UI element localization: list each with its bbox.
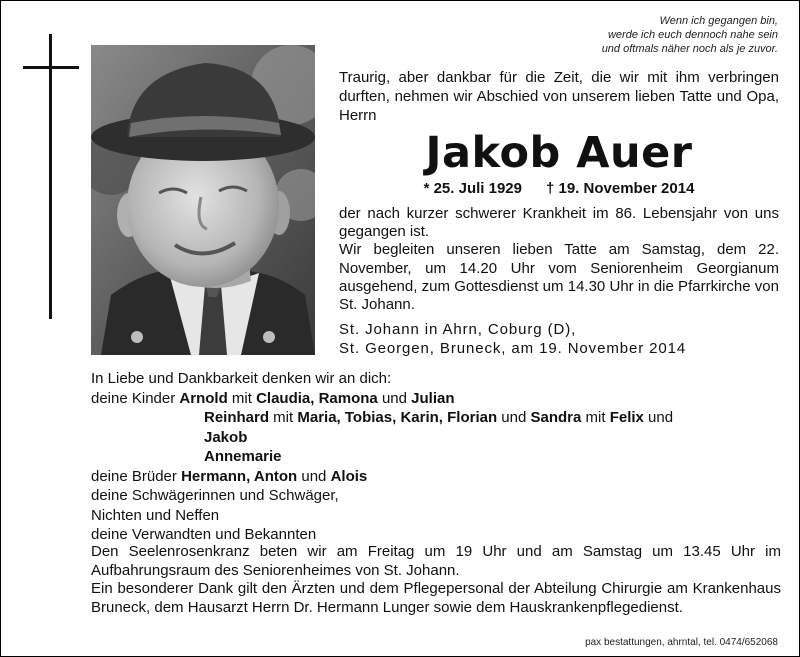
portrait-photo bbox=[91, 45, 315, 355]
children-row bbox=[91, 447, 781, 467]
notice-text bbox=[339, 205, 779, 314]
connector: mit bbox=[227, 389, 257, 407]
cross-icon bbox=[23, 34, 79, 319]
poem-line: und oftmals näher noch als je zuvor. bbox=[601, 43, 778, 55]
thanks-paragraph: Ein besonderer Dank gilt den Ärzten und dem Pflegepersonal der Abteilung Chirurgie am Krankenhaus Bruneck, dem Hausarzt Herrn Dr. Hermann Lunger sowie dem Hauskrankenpflegedienst. bbox=[91, 580, 781, 616]
connector: mit bbox=[269, 409, 298, 426]
notice-paragraph: Wir begleiten unseren lieben Tatte am Samstag, dem 22. November, um 14.20 Uhr vom Seniorenheim Georgianum ausgehend, zum Gottesdienst um 14.30 Uhr in die Pfarrkirche von St. Johann. bbox=[339, 241, 779, 314]
mourner-name: Alois bbox=[330, 467, 368, 485]
deceased-name: Jakob Auer bbox=[425, 128, 693, 178]
mourner-name: Arnold bbox=[179, 389, 228, 407]
poem-line: Wenn ich gegangen bin, bbox=[659, 15, 778, 27]
connector: und bbox=[497, 409, 531, 426]
mourner-name: Hermann, Anton bbox=[181, 467, 298, 485]
mourner-name: Julian bbox=[411, 389, 455, 407]
children-row bbox=[91, 408, 781, 428]
intro-text: Traurig, aber dankbar für die Zeit, die wir mit ihm verbringen durften, nehmen wir Abschied von unserem lieben Tatte und Opa, Herrn bbox=[339, 69, 779, 124]
rosary-paragraph: Den Seelenrosenkranz beten wir am Freitag um 19 Uhr und am Samstag um 13.45 Uhr im Aufbahrungsraum des Seniorenheimes von St. Johann. bbox=[91, 543, 781, 579]
connector: und bbox=[377, 389, 412, 407]
life-dates bbox=[339, 179, 779, 198]
mourner-name: Claudia, Ramona bbox=[256, 389, 378, 407]
brothers-label: deine Brüder bbox=[91, 467, 182, 485]
death-date: † 19. November 2014 bbox=[545, 180, 695, 197]
children-row bbox=[91, 389, 781, 409]
mourner-name: Maria, Tobias, Karin, Florian bbox=[297, 409, 498, 426]
mourner-name: Felix bbox=[609, 409, 644, 426]
mourner-name: Jakob bbox=[204, 428, 248, 446]
connector: und bbox=[643, 409, 674, 426]
relatives-row: deine Verwandten und Bekannten bbox=[91, 526, 317, 543]
nieces-row: Nichten und Neffen bbox=[91, 506, 220, 524]
place-date bbox=[339, 320, 779, 358]
notice-paragraph: der nach kurzer schwerer Krankheit im 86. Lebensjahr von uns gegangen ist. bbox=[339, 205, 779, 241]
mourners-heading: In Liebe und Dankbarkeit denken wir an dich: bbox=[91, 370, 392, 387]
mourner-name: Sandra bbox=[530, 409, 582, 426]
children-label: deine Kinder bbox=[91, 389, 176, 407]
mourners-list bbox=[91, 369, 781, 545]
inlaws-row: deine Schwägerinnen und Schwäger, bbox=[91, 487, 339, 504]
poem bbox=[418, 14, 778, 56]
birth-date: * 25. Juli 1929 bbox=[423, 180, 522, 197]
children-row bbox=[91, 428, 781, 448]
places-line: St. Johann in Ahrn, Coburg (D), bbox=[339, 321, 577, 338]
connector: und bbox=[297, 467, 331, 485]
places-line: St. Georgen, Bruneck, am 19. November 2014 bbox=[339, 340, 687, 357]
connector: mit bbox=[581, 409, 610, 426]
closing-text bbox=[91, 543, 781, 617]
mourner-name: Reinhard bbox=[204, 409, 270, 426]
brothers-row bbox=[91, 467, 781, 487]
poem-line: werde ich euch dennoch nahe sein bbox=[607, 29, 778, 41]
undertaker-footer: pax bestattungen, ahrntal, tel. 0474/652068 bbox=[585, 637, 778, 648]
mourner-name: Annemarie bbox=[204, 448, 282, 465]
